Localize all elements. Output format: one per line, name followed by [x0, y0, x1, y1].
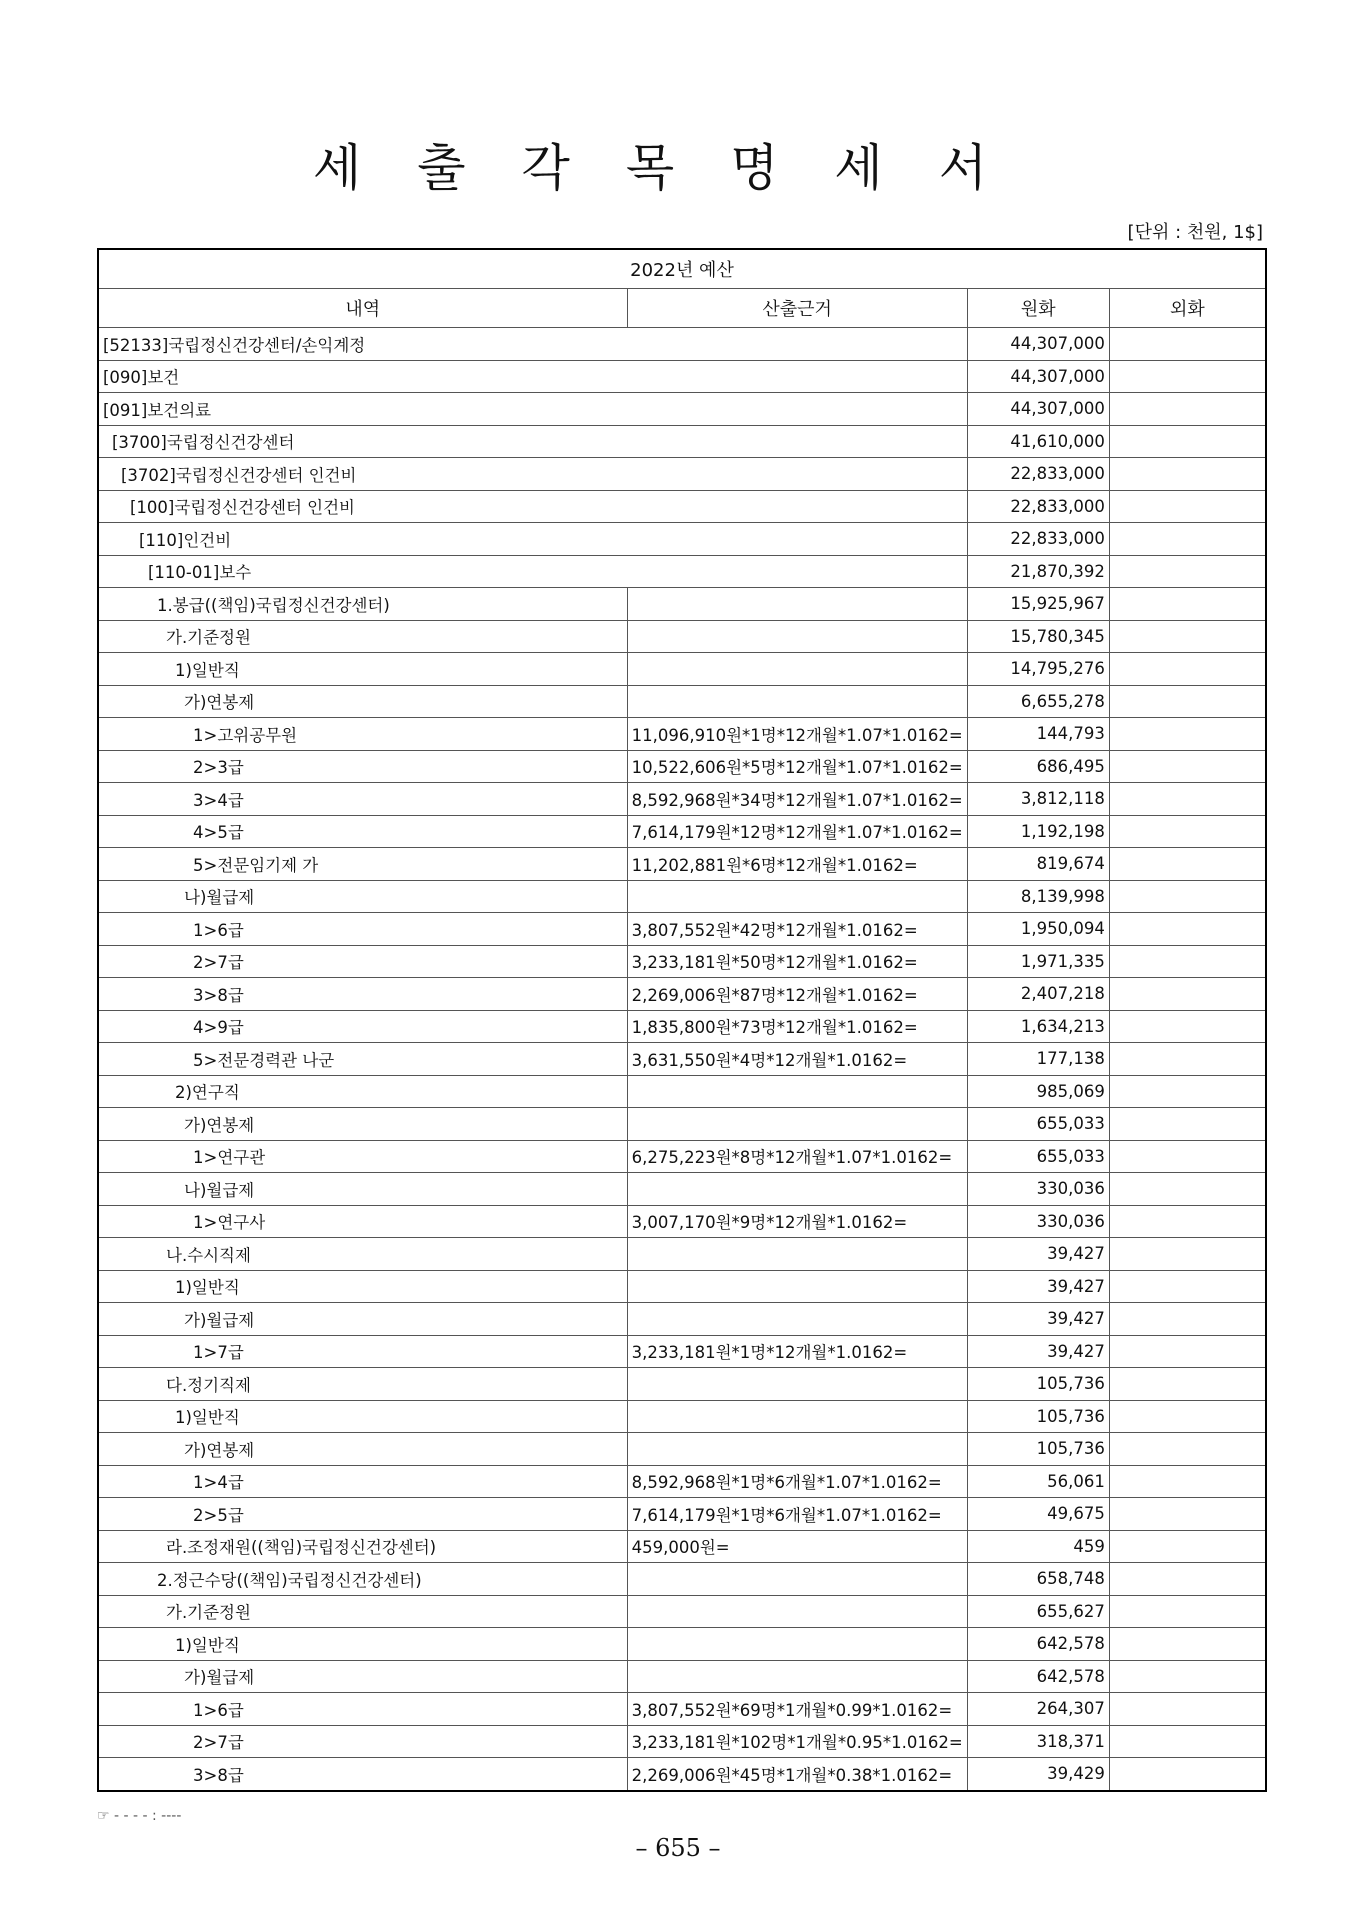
column-header-basis: 산출근거 — [627, 289, 967, 328]
fx-cell — [1109, 1465, 1266, 1498]
table-row — [98, 458, 1266, 491]
basis-cell: 3,233,181원*102명*1개월*0.95*1.0162= — [627, 1725, 967, 1758]
table-row — [98, 1595, 1266, 1628]
basis-cell — [627, 1303, 967, 1336]
item-cell: 2.정근수당((책임)국립정신건강센터) — [98, 1563, 627, 1596]
table-row — [98, 1205, 1266, 1238]
table-row — [98, 685, 1266, 718]
basis-cell — [627, 1400, 967, 1433]
basis-cell — [627, 1595, 967, 1628]
basis-cell: 2,269,006원*45명*1개월*0.38*1.0162= — [627, 1758, 967, 1791]
krw-cell: 3,812,118 — [967, 783, 1109, 816]
item-cell: 5>전문임기제 가 — [98, 848, 627, 881]
krw-cell: 15,780,345 — [967, 620, 1109, 653]
table-row — [98, 1075, 1266, 1108]
table-row — [98, 653, 1266, 686]
table-row — [98, 718, 1266, 751]
fx-cell — [1109, 555, 1266, 588]
basis-cell — [627, 1433, 967, 1466]
item-cell: [110-01]보수 — [98, 555, 967, 588]
item-cell: 1>고위공무원 — [98, 718, 627, 751]
fx-cell — [1109, 1303, 1266, 1336]
fx-cell — [1109, 1238, 1266, 1271]
page-number: – 655 – — [635, 1834, 721, 1862]
krw-cell: 8,139,998 — [967, 880, 1109, 913]
table-row — [98, 1400, 1266, 1433]
krw-cell: 985,069 — [967, 1075, 1109, 1108]
basis-cell — [627, 1173, 967, 1206]
table-row — [98, 1368, 1266, 1401]
fx-cell — [1109, 750, 1266, 783]
basis-cell: 10,522,606원*5명*12개월*1.07*1.0162= — [627, 750, 967, 783]
fx-cell — [1109, 783, 1266, 816]
krw-cell: 15,925,967 — [967, 588, 1109, 621]
item-cell: 가)월급제 — [98, 1660, 627, 1693]
table-row — [98, 1563, 1266, 1596]
item-cell: 1>4급 — [98, 1465, 627, 1498]
column-header-fx: 외화 — [1109, 289, 1266, 328]
basis-cell — [627, 1075, 967, 1108]
krw-cell: 264,307 — [967, 1693, 1109, 1726]
basis-cell: 1,835,800원*73명*12개월*1.0162= — [627, 1010, 967, 1043]
krw-cell: 105,736 — [967, 1368, 1109, 1401]
fx-cell — [1109, 1010, 1266, 1043]
basis-cell: 3,807,552원*69명*1개월*0.99*1.0162= — [627, 1693, 967, 1726]
item-cell: 2>5급 — [98, 1498, 627, 1531]
item-cell: [52133]국립정신건강센터/손익계정 — [98, 328, 967, 361]
item-cell: 1)일반직 — [98, 1270, 627, 1303]
item-cell: 가)월급제 — [98, 1303, 627, 1336]
krw-cell: 642,578 — [967, 1660, 1109, 1693]
item-cell: 1>6급 — [98, 913, 627, 946]
table-row — [98, 555, 1266, 588]
basis-cell: 7,614,179원*1명*6개월*1.07*1.0162= — [627, 1498, 967, 1531]
table-row — [98, 393, 1266, 426]
column-header-krw: 원화 — [967, 289, 1109, 328]
item-cell: 1.봉급((책임)국립정신건강센터) — [98, 588, 627, 621]
budget-table — [97, 248, 1267, 1792]
krw-cell: 44,307,000 — [967, 328, 1109, 361]
krw-cell: 105,736 — [967, 1400, 1109, 1433]
table-row — [98, 1660, 1266, 1693]
fx-cell — [1109, 425, 1266, 458]
krw-cell: 105,736 — [967, 1433, 1109, 1466]
fx-cell — [1109, 328, 1266, 361]
item-cell: 2>3급 — [98, 750, 627, 783]
item-cell: 가)연봉제 — [98, 1433, 627, 1466]
year-header: 2022년 예산 — [98, 249, 1266, 289]
item-cell: 2>7급 — [98, 945, 627, 978]
krw-cell: 49,675 — [967, 1498, 1109, 1531]
krw-cell: 177,138 — [967, 1043, 1109, 1076]
basis-cell: 3,007,170원*9명*12개월*1.0162= — [627, 1205, 967, 1238]
fx-cell — [1109, 1595, 1266, 1628]
table-row — [98, 1725, 1266, 1758]
item-cell: [110]인건비 — [98, 523, 967, 556]
krw-cell: 1,950,094 — [967, 913, 1109, 946]
item-cell: 4>5급 — [98, 815, 627, 848]
basis-cell: 3,233,181원*50명*12개월*1.0162= — [627, 945, 967, 978]
fx-cell — [1109, 1173, 1266, 1206]
krw-cell: 39,427 — [967, 1270, 1109, 1303]
table-row — [98, 783, 1266, 816]
basis-cell — [627, 653, 967, 686]
krw-cell: 1,971,335 — [967, 945, 1109, 978]
krw-cell: 1,634,213 — [967, 1010, 1109, 1043]
krw-cell: 2,407,218 — [967, 978, 1109, 1011]
krw-cell: 39,427 — [967, 1335, 1109, 1368]
krw-cell: 330,036 — [967, 1173, 1109, 1206]
table-row — [98, 815, 1266, 848]
fx-cell — [1109, 913, 1266, 946]
table-row — [98, 750, 1266, 783]
krw-cell: 39,427 — [967, 1303, 1109, 1336]
item-cell: [3702]국립정신건강센터 인건비 — [98, 458, 967, 491]
table-row — [98, 1303, 1266, 1336]
item-cell: 5>전문경력관 나군 — [98, 1043, 627, 1076]
krw-cell: 655,033 — [967, 1140, 1109, 1173]
fx-cell — [1109, 978, 1266, 1011]
fx-cell — [1109, 1075, 1266, 1108]
fx-cell — [1109, 1758, 1266, 1791]
item-cell: 4>9급 — [98, 1010, 627, 1043]
fx-cell — [1109, 1628, 1266, 1661]
fx-cell — [1109, 718, 1266, 751]
fx-cell — [1109, 1043, 1266, 1076]
basis-cell — [627, 1238, 967, 1271]
table-row — [98, 1693, 1266, 1726]
fx-cell — [1109, 1400, 1266, 1433]
footnote: ☞ - - - - : ---- — [97, 1808, 182, 1824]
table-row — [98, 1140, 1266, 1173]
fx-cell — [1109, 1368, 1266, 1401]
item-cell: 나)월급제 — [98, 880, 627, 913]
table-row — [98, 1465, 1266, 1498]
basis-cell: 11,202,881원*6명*12개월*1.0162= — [627, 848, 967, 881]
krw-cell: 819,674 — [967, 848, 1109, 881]
table-row — [98, 978, 1266, 1011]
item-cell: 3>4급 — [98, 783, 627, 816]
table-row — [98, 1270, 1266, 1303]
item-cell: [3700]국립정신건강센터 — [98, 425, 967, 458]
table-row — [98, 1498, 1266, 1531]
item-cell: 가)연봉제 — [98, 685, 627, 718]
krw-cell: 22,833,000 — [967, 490, 1109, 523]
table-row — [98, 1628, 1266, 1661]
table-row — [98, 328, 1266, 361]
krw-cell: 686,495 — [967, 750, 1109, 783]
fx-cell — [1109, 1270, 1266, 1303]
fx-cell — [1109, 360, 1266, 393]
krw-cell: 655,033 — [967, 1108, 1109, 1141]
krw-cell: 41,610,000 — [967, 425, 1109, 458]
item-cell: 라.조정재원((책임)국립정신건강센터) — [98, 1530, 627, 1563]
table-row — [98, 1530, 1266, 1563]
krw-cell: 655,627 — [967, 1595, 1109, 1628]
item-cell: 1)일반직 — [98, 1400, 627, 1433]
fx-cell — [1109, 945, 1266, 978]
item-cell: [090]보건 — [98, 360, 967, 393]
basis-cell — [627, 1563, 967, 1596]
fx-cell — [1109, 1530, 1266, 1563]
fx-cell — [1109, 1108, 1266, 1141]
basis-cell: 11,096,910원*1명*12개월*1.07*1.0162= — [627, 718, 967, 751]
fx-cell — [1109, 1563, 1266, 1596]
basis-cell: 3,631,550원*4명*12개월*1.0162= — [627, 1043, 967, 1076]
krw-cell: 330,036 — [967, 1205, 1109, 1238]
item-cell: [091]보건의료 — [98, 393, 967, 426]
krw-cell: 1,192,198 — [967, 815, 1109, 848]
fx-cell — [1109, 490, 1266, 523]
basis-cell — [627, 620, 967, 653]
table-row — [98, 620, 1266, 653]
fx-cell — [1109, 685, 1266, 718]
table-row — [98, 1173, 1266, 1206]
table-row — [98, 523, 1266, 556]
basis-cell — [627, 880, 967, 913]
column-header-item: 내역 — [98, 289, 627, 328]
krw-cell: 56,061 — [967, 1465, 1109, 1498]
item-cell: [100]국립정신건강센터 인건비 — [98, 490, 967, 523]
item-cell: 1>7급 — [98, 1335, 627, 1368]
basis-cell — [627, 1368, 967, 1401]
table-row — [98, 490, 1266, 523]
basis-cell — [627, 588, 967, 621]
fx-cell — [1109, 1693, 1266, 1726]
fx-cell — [1109, 1205, 1266, 1238]
basis-cell: 3,807,552원*42명*12개월*1.0162= — [627, 913, 967, 946]
basis-cell: 2,269,006원*87명*12개월*1.0162= — [627, 978, 967, 1011]
item-cell: 가)연봉제 — [98, 1108, 627, 1141]
basis-cell: 6,275,223원*8명*12개월*1.07*1.0162= — [627, 1140, 967, 1173]
fx-cell — [1109, 848, 1266, 881]
table-row — [98, 945, 1266, 978]
fx-cell — [1109, 1498, 1266, 1531]
krw-cell: 39,427 — [967, 1238, 1109, 1271]
fx-cell — [1109, 1725, 1266, 1758]
basis-cell — [627, 1270, 967, 1303]
basis-cell: 459,000원= — [627, 1530, 967, 1563]
krw-cell: 44,307,000 — [967, 360, 1109, 393]
fx-cell — [1109, 588, 1266, 621]
item-cell: 나)월급제 — [98, 1173, 627, 1206]
table-row — [98, 1758, 1266, 1791]
table-row — [98, 1433, 1266, 1466]
item-cell: 2>7급 — [98, 1725, 627, 1758]
item-cell: 1>연구사 — [98, 1205, 627, 1238]
krw-cell: 22,833,000 — [967, 523, 1109, 556]
item-cell: 1>연구관 — [98, 1140, 627, 1173]
basis-cell — [627, 1660, 967, 1693]
table-row — [98, 1010, 1266, 1043]
krw-cell: 459 — [967, 1530, 1109, 1563]
basis-cell — [627, 685, 967, 718]
item-cell: 2)연구직 — [98, 1075, 627, 1108]
table-row — [98, 880, 1266, 913]
basis-cell — [627, 1108, 967, 1141]
item-cell: 1)일반직 — [98, 653, 627, 686]
fx-cell — [1109, 653, 1266, 686]
krw-cell: 318,371 — [967, 1725, 1109, 1758]
table-row — [98, 1108, 1266, 1141]
fx-cell — [1109, 620, 1266, 653]
item-cell: 나.수시직제 — [98, 1238, 627, 1271]
table-row — [98, 588, 1266, 621]
basis-cell — [627, 1628, 967, 1661]
fx-cell — [1109, 815, 1266, 848]
item-cell: 3>8급 — [98, 1758, 627, 1791]
fx-cell — [1109, 1433, 1266, 1466]
krw-cell: 14,795,276 — [967, 653, 1109, 686]
item-cell: 1>6급 — [98, 1693, 627, 1726]
item-cell: 다.정기직제 — [98, 1368, 627, 1401]
table-row — [98, 913, 1266, 946]
fx-cell — [1109, 393, 1266, 426]
table-row — [98, 360, 1266, 393]
item-cell: 3>8급 — [98, 978, 627, 1011]
item-cell: 가.기준정원 — [98, 620, 627, 653]
fx-cell — [1109, 1335, 1266, 1368]
krw-cell: 642,578 — [967, 1628, 1109, 1661]
fx-cell — [1109, 458, 1266, 491]
table-body — [98, 328, 1266, 1791]
krw-cell: 144,793 — [967, 718, 1109, 751]
page-title: 세출각목명세서 — [312, 139, 1044, 197]
fx-cell — [1109, 1140, 1266, 1173]
unit-label: [단위 : 천원, 1$] — [1127, 222, 1263, 243]
krw-cell: 22,833,000 — [967, 458, 1109, 491]
basis-cell: 3,233,181원*1명*12개월*1.0162= — [627, 1335, 967, 1368]
table-row — [98, 848, 1266, 881]
fx-cell — [1109, 523, 1266, 556]
fx-cell — [1109, 880, 1266, 913]
krw-cell: 44,307,000 — [967, 393, 1109, 426]
krw-cell: 21,870,392 — [967, 555, 1109, 588]
krw-cell: 6,655,278 — [967, 685, 1109, 718]
fx-cell — [1109, 1660, 1266, 1693]
basis-cell: 8,592,968원*34명*12개월*1.07*1.0162= — [627, 783, 967, 816]
basis-cell: 8,592,968원*1명*6개월*1.07*1.0162= — [627, 1465, 967, 1498]
krw-cell: 39,429 — [967, 1758, 1109, 1791]
basis-cell: 7,614,179원*12명*12개월*1.07*1.0162= — [627, 815, 967, 848]
table-row — [98, 1335, 1266, 1368]
table-row — [98, 1043, 1266, 1076]
table-row — [98, 1238, 1266, 1271]
krw-cell: 658,748 — [967, 1563, 1109, 1596]
item-cell: 1)일반직 — [98, 1628, 627, 1661]
table-row — [98, 425, 1266, 458]
item-cell: 가.기준정원 — [98, 1595, 627, 1628]
